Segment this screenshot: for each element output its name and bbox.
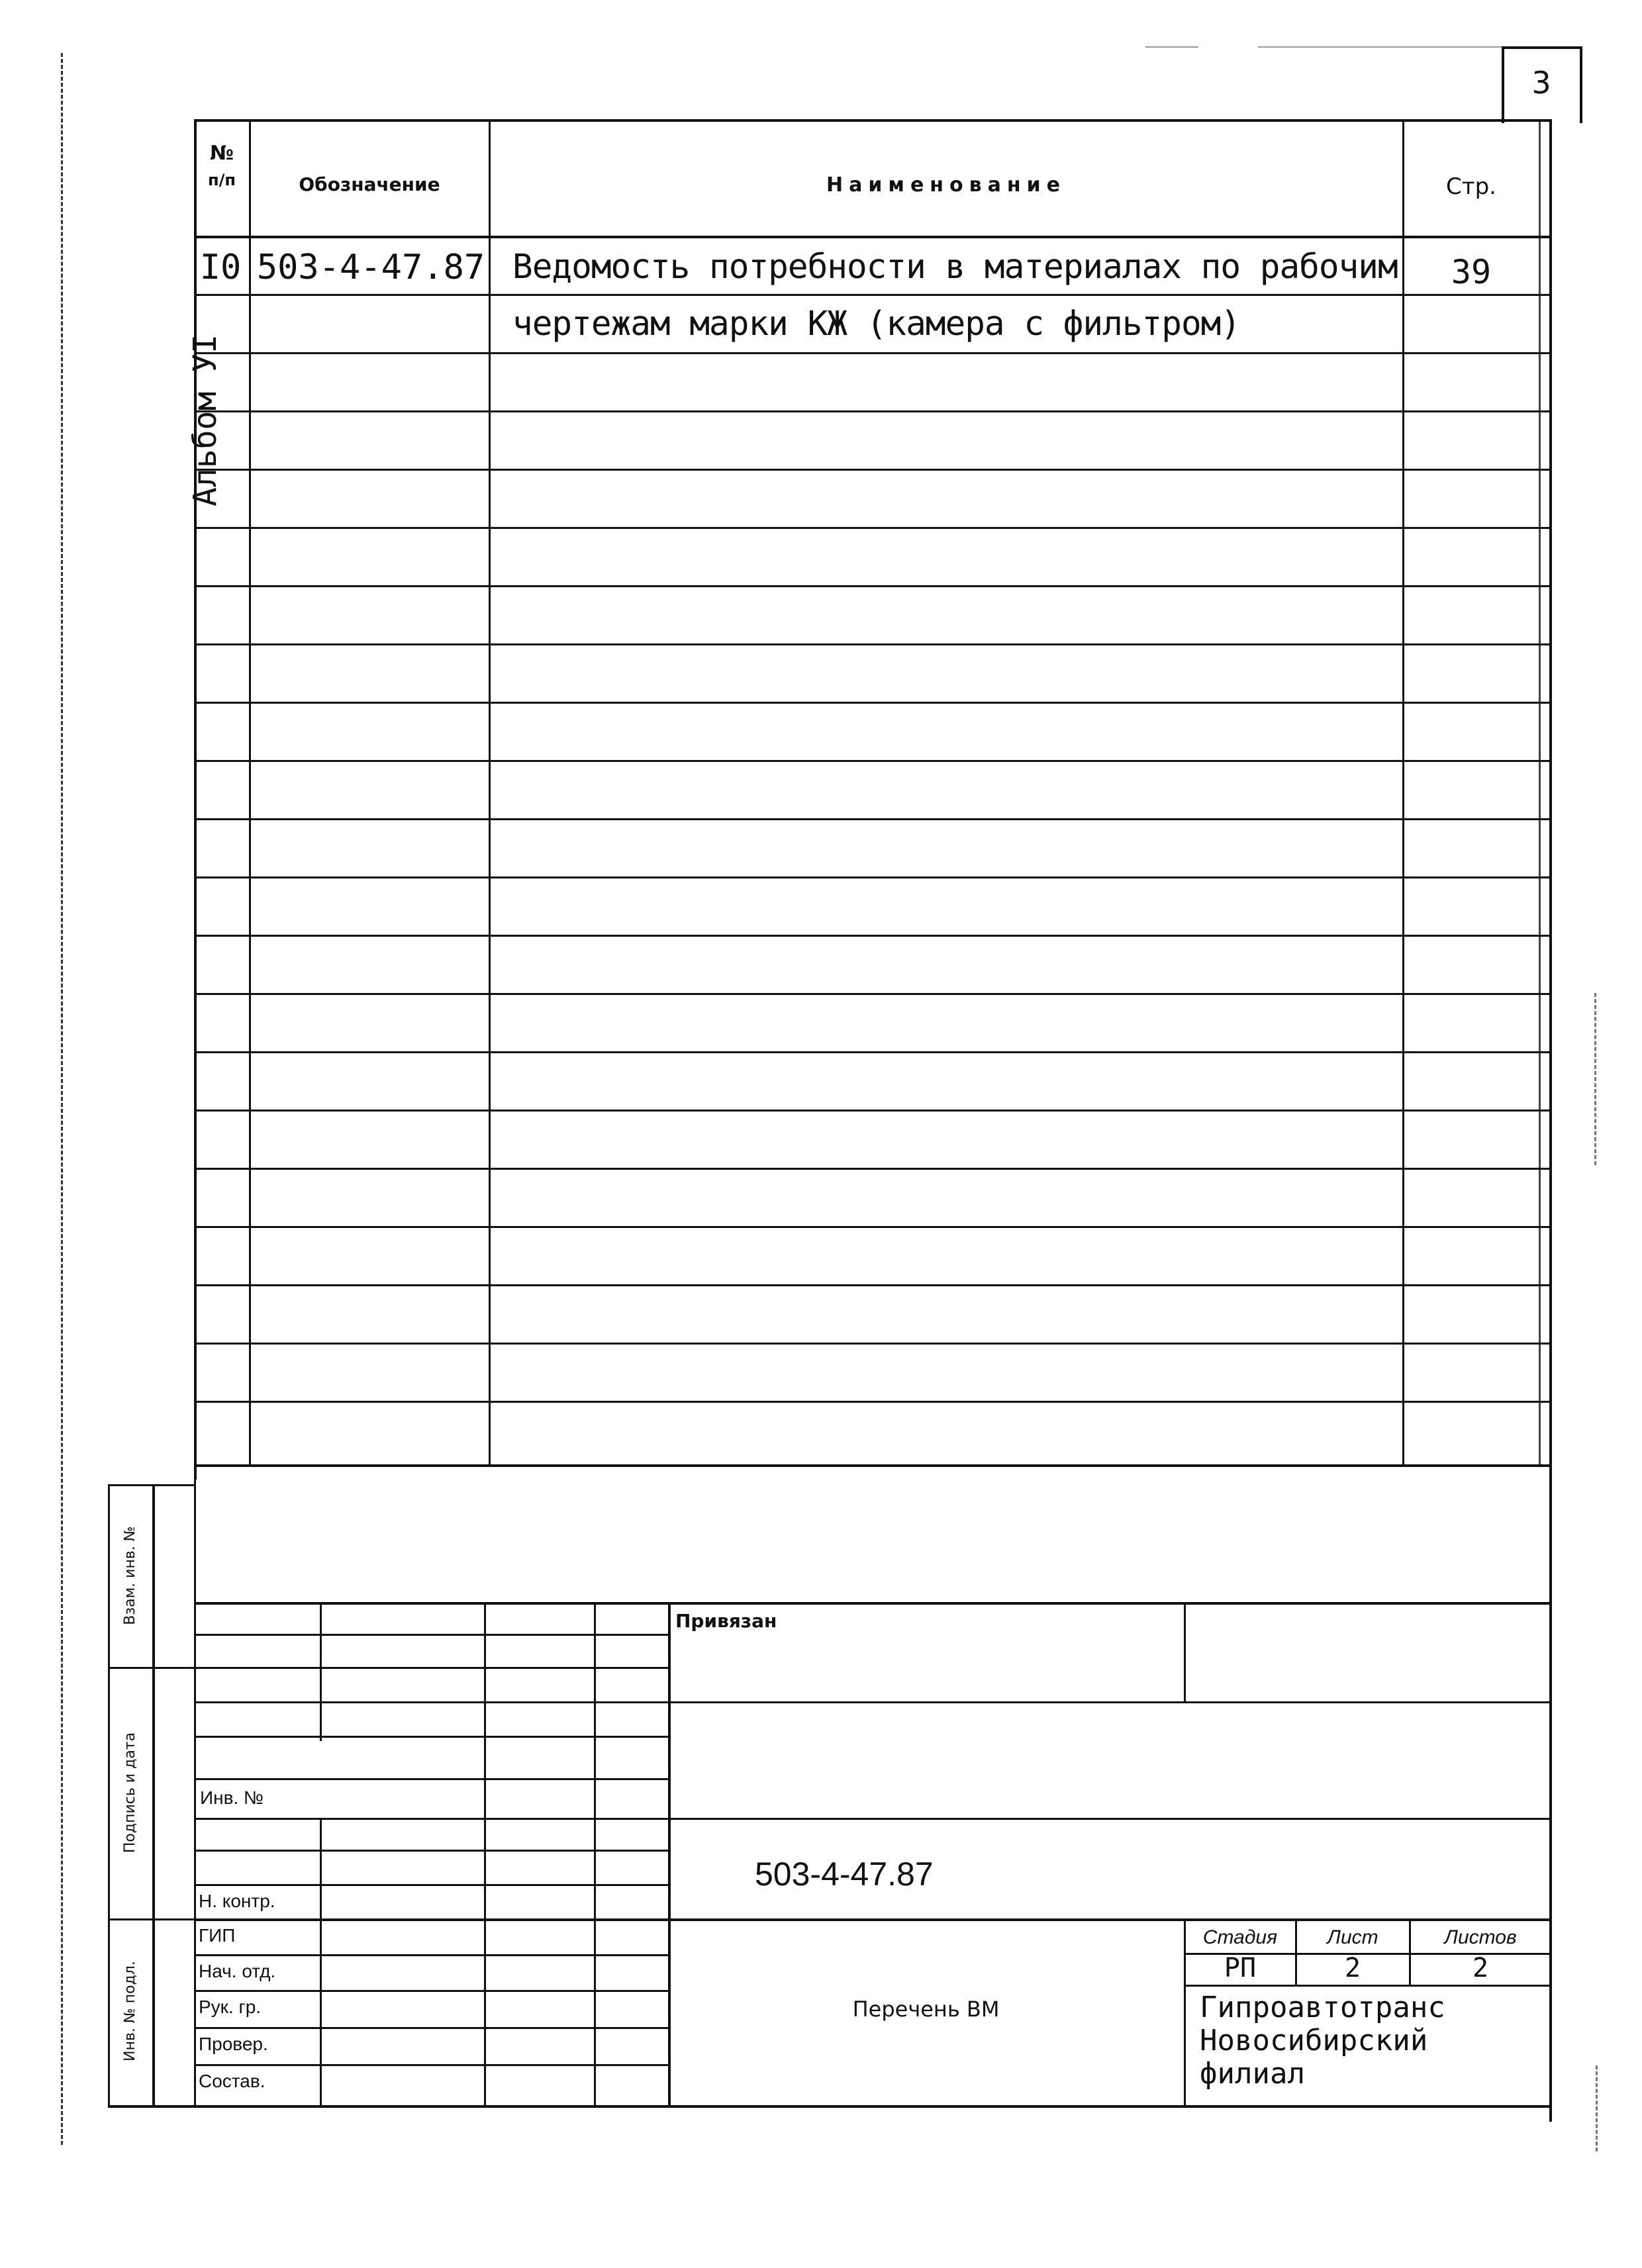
stage-value: РП <box>1224 1953 1257 1983</box>
role-n-kontr: Н. контр. <box>199 1891 275 1911</box>
header-num <box>196 140 248 193</box>
row-1-designation: 503-4-47.87 <box>256 248 485 287</box>
header-page: Стр. <box>1446 173 1496 200</box>
header-num-abbr: п/п <box>208 171 236 189</box>
side-label-inv: Инв. № подл. <box>122 1961 138 2061</box>
sheets-value: 2 <box>1472 1953 1489 1983</box>
side-label-podpis: Подпись и дата <box>122 1732 138 1854</box>
org-line-2: Новосибирский <box>1200 2024 1428 2057</box>
organization-block <box>1200 1991 1445 2091</box>
role-prover: Провер. <box>199 2034 268 2054</box>
role-nach-otd: Нач. отд. <box>199 1961 276 1981</box>
doc-code: 503-4-47.87 <box>755 1856 934 1893</box>
side-label-vzam: Взам. инв. № <box>122 1526 138 1625</box>
album-label: Альбом УI <box>187 334 224 507</box>
label-inv-no: Инв. № <box>200 1787 264 1808</box>
row-2-name: чертежам марки КЖ (камера с фильтром) <box>512 305 1241 344</box>
doc-title: Перечень ВМ <box>852 1997 1000 2022</box>
header-num-symbol: № <box>209 142 234 165</box>
row-1-num: I0 <box>199 248 242 287</box>
role-gip: ГИП <box>199 1925 236 1946</box>
sheet-value: 2 <box>1344 1953 1361 1983</box>
sheet-header: Лист <box>1327 1926 1378 1948</box>
row-1-page: 39 <box>1451 253 1492 291</box>
org-line-1: Гипроавтотранс <box>1200 1991 1445 2024</box>
page-number: 3 <box>1531 65 1551 101</box>
header-name: Наименование <box>826 173 1066 197</box>
role-sostav: Состав. <box>199 2071 266 2091</box>
label-privyazan: Привязан <box>675 1610 777 1632</box>
sheets-header: Листов <box>1444 1926 1517 1948</box>
role-ruk-gr: Рук. гр. <box>199 1997 262 2017</box>
org-line-3: филиал <box>1200 2057 1305 2091</box>
row-1-name: Ведомость потребности в материалах по рабочим <box>512 248 1398 287</box>
stage-header: Стадия <box>1202 1926 1278 1948</box>
header-designation: Обозначение <box>299 173 440 195</box>
